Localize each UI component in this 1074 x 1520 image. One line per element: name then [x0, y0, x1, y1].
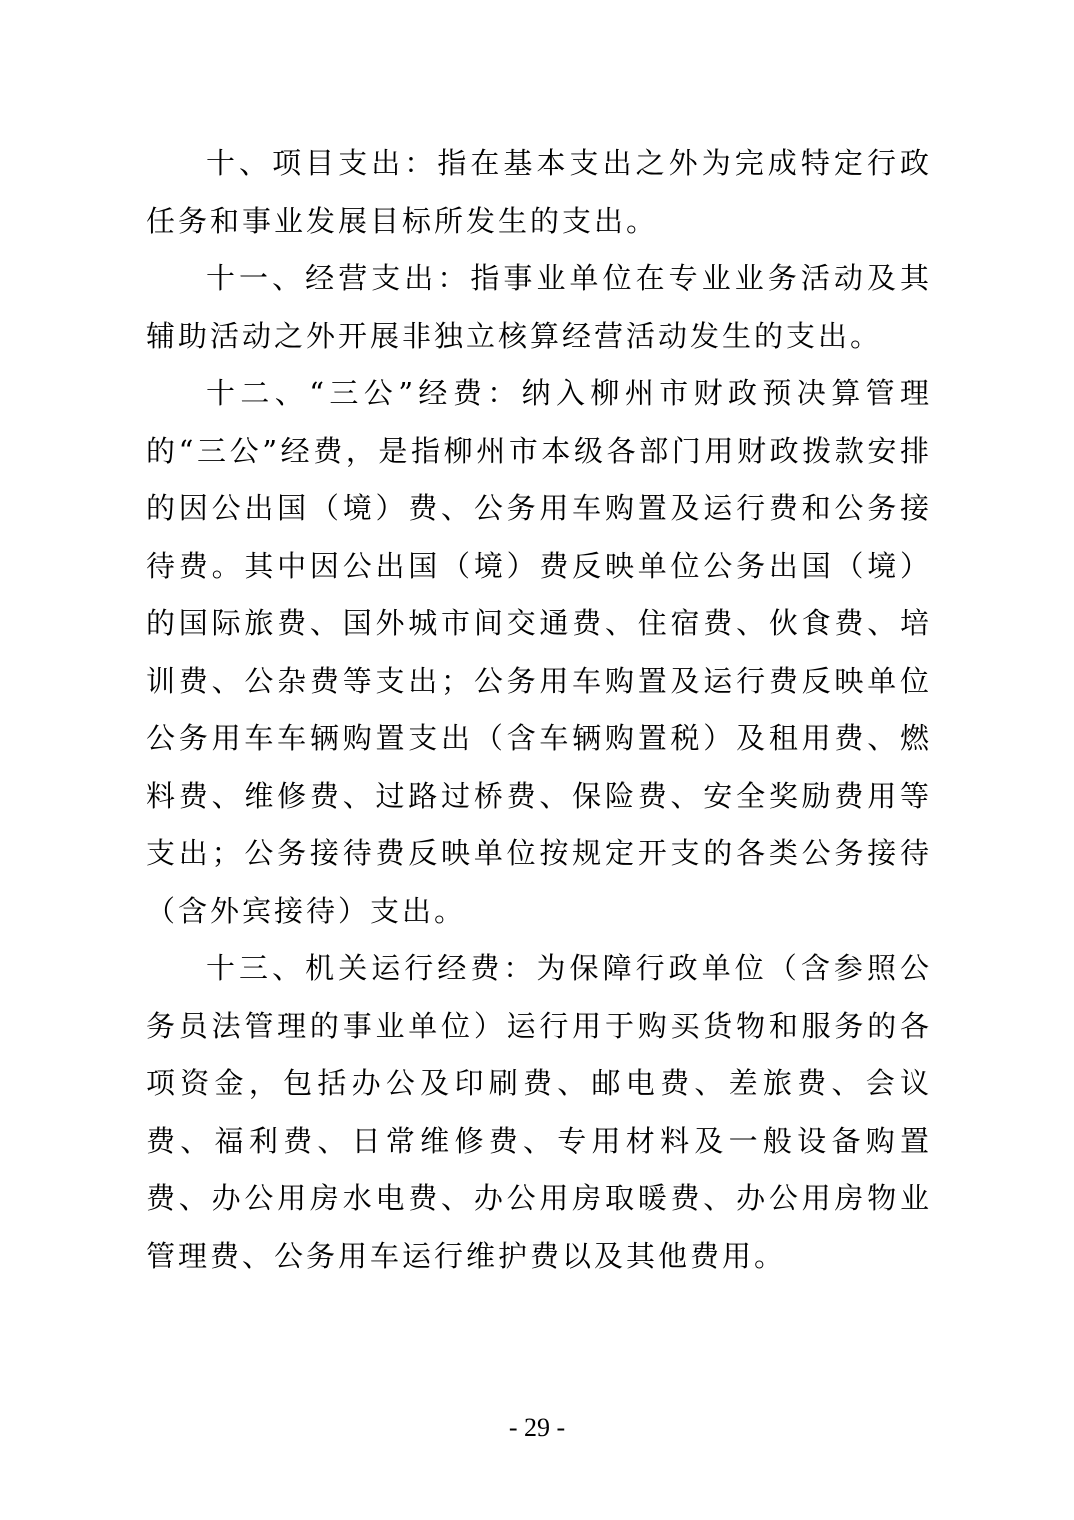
paragraph-three-public-expenses: 十二、“三公”经费：纳入柳州市财政预决算管理的“三公”经费，是指柳州市本级各部门用财政拨款安排的因公出国（境）费、公务用车购置及运行费和公务接待费。其中因公出国（境）费反映单位公务出国（境）的国际旅费、国外城市间交通费、住宿费、伙食费、培训费、公杂费等支出；公务用车购置及运行费反映单位公务用车车辆购置支出（含车辆购置税）及租用费、燃料费、维修费、过路过桥费、保险费、安全奖励费用等支出；公务接待费反映单位按规定开支的各类公务接待（含外宾接待）支出。	[146, 376, 932, 928]
paragraph-operating-expenditure: 十一、经营支出：指事业单位在专业业务活动及其辅助活动之外开展非独立核算经营活动发生的支出。	[146, 261, 932, 353]
paragraph-agency-operating-expenses: 十三、机关运行经费：为保障行政单位（含参照公务员法管理的事业单位）运行用于购买货物和服务的各项资金，包括办公及印刷费、邮电费、差旅费、会议费、福利费、日常维修费、专用材料及一般设备购置费、办公用房水电费、办公用房取暖费、办公用房物业管理费、公务用车运行维护费以及其他费用。	[146, 951, 932, 1273]
paragraph-project-expenditure: 十、项目支出：指在基本支出之外为完成特定行政任务和事业发展目标所发生的支出。	[146, 146, 932, 238]
document-body	[146, 135, 932, 1285]
page-number: - 29 -	[508, 1413, 566, 1442]
